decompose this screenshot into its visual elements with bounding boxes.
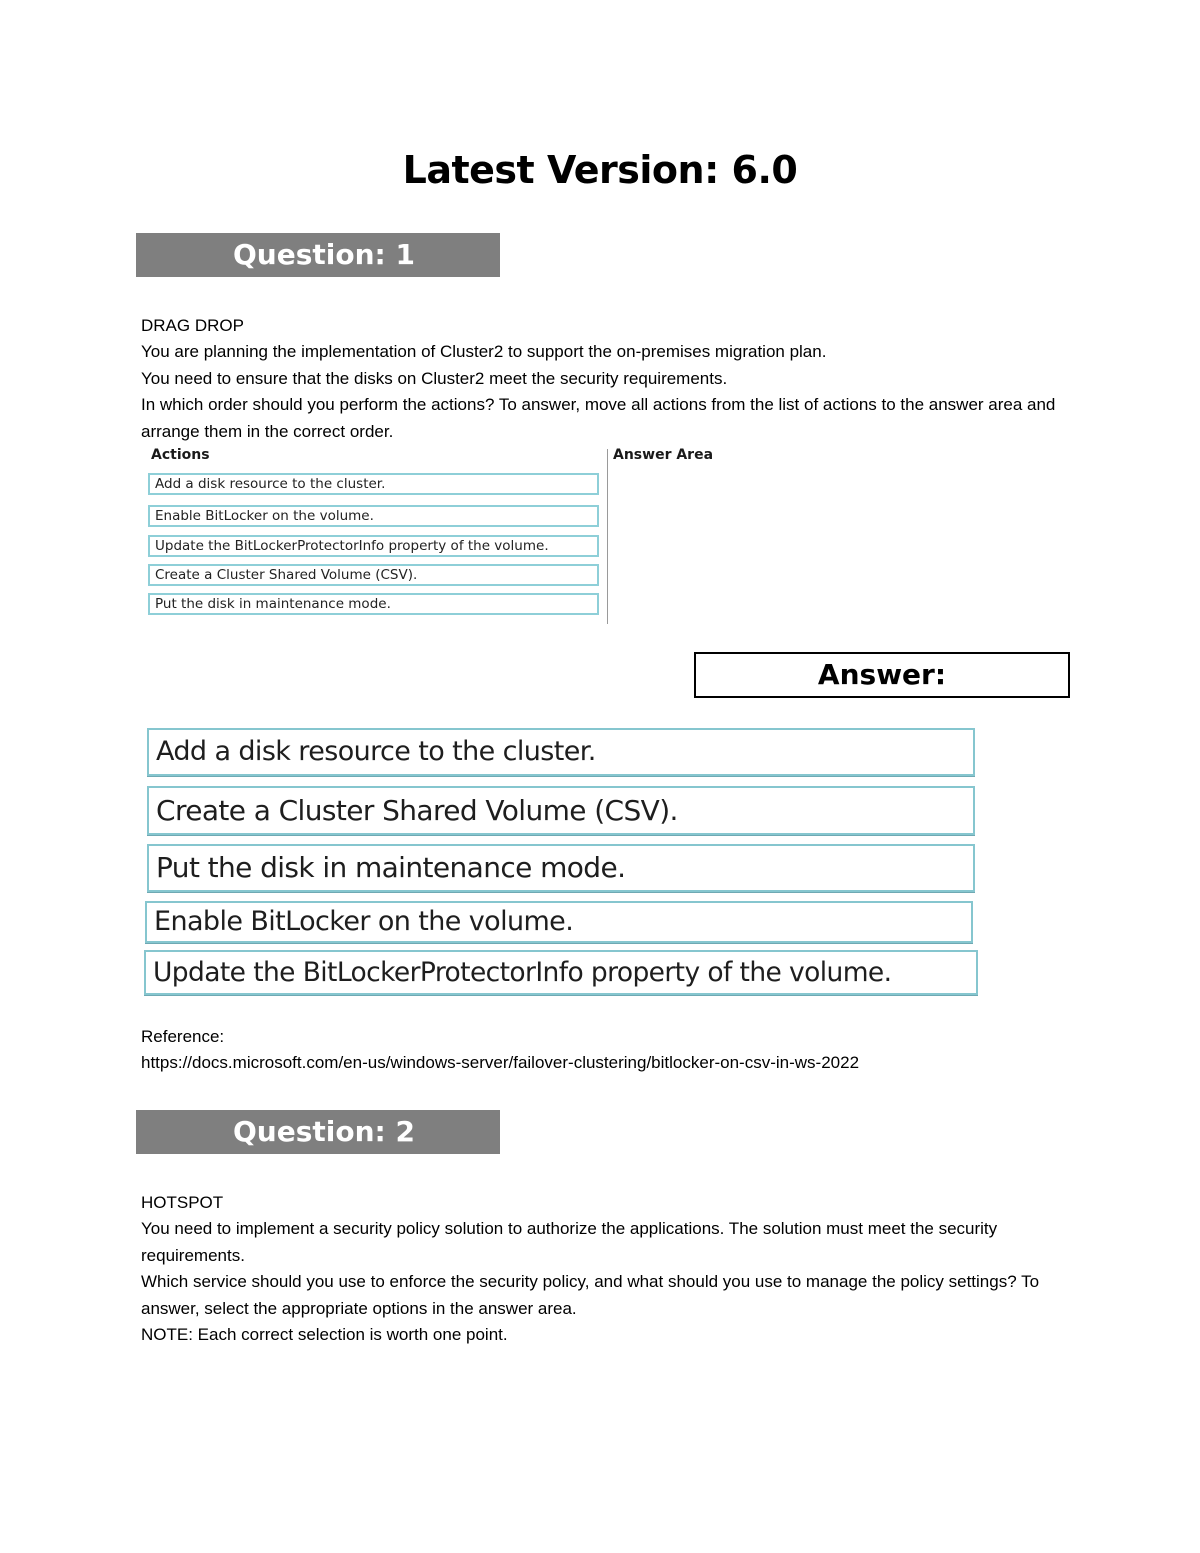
drag-drop-exhibit: [145, 445, 725, 625]
page-title: Latest Version: 6.0: [402, 148, 798, 192]
question-2-line-1: You need to implement a security policy solution to authorize the applications. The solution must meet the security requirements.: [141, 1219, 998, 1265]
action-item[interactable]: Put the disk in maintenance mode.: [148, 593, 599, 615]
answer-banner: Answer:: [694, 652, 1070, 698]
answer-item: Create a Cluster Shared Volume (CSV).: [147, 786, 975, 835]
question-1-line-3: In which order should you perform the actions? To answer, move all actions from the list of actions to the answer area and arrange them in the correct order.: [141, 395, 1056, 441]
action-item[interactable]: Create a Cluster Shared Volume (CSV).: [148, 564, 599, 586]
answer-item: Enable BitLocker on the volume.: [145, 901, 973, 943]
answer-area-label: Answer Area: [613, 447, 714, 463]
question-2-banner: Question: 2: [136, 1110, 500, 1154]
answer-item: Update the BitLockerProtectorInfo property of the volume.: [144, 950, 978, 995]
question-1-banner: Question: 1: [136, 233, 500, 277]
reference-link[interactable]: https://docs.microsoft.com/en-us/windows-server/failover-clustering/bitlocker-on-csv-in-ws-2022: [141, 1053, 860, 1072]
question-2-line-2: Which service should you use to enforce the security policy, and what should you use to manage the policy settings? To answer, select the appropriate options in the answer area.: [141, 1272, 1040, 1318]
actions-label: Actions: [151, 447, 210, 463]
action-item[interactable]: Add a disk resource to the cluster.: [148, 473, 599, 495]
answer-item: Put the disk in maintenance mode.: [147, 844, 975, 892]
question-2-note: NOTE: Each correct selection is worth one point.: [141, 1325, 508, 1344]
answer-item: Add a disk resource to the cluster.: [147, 728, 975, 776]
question-2-type: HOTSPOT: [141, 1193, 224, 1212]
question-1-type: DRAG DROP: [141, 316, 244, 335]
question-1-line-1: You are planning the implementation of Cluster2 to support the on-premises migration plan.: [141, 342, 827, 361]
question-1-line-2: You need to ensure that the disks on Cluster2 meet the security requirements.: [141, 369, 728, 388]
exhibit-divider: [607, 449, 608, 624]
reference-label: Reference:: [141, 1027, 225, 1046]
action-item[interactable]: Update the BitLockerProtectorInfo property of the volume.: [148, 535, 599, 557]
action-item[interactable]: Enable BitLocker on the volume.: [148, 505, 599, 527]
